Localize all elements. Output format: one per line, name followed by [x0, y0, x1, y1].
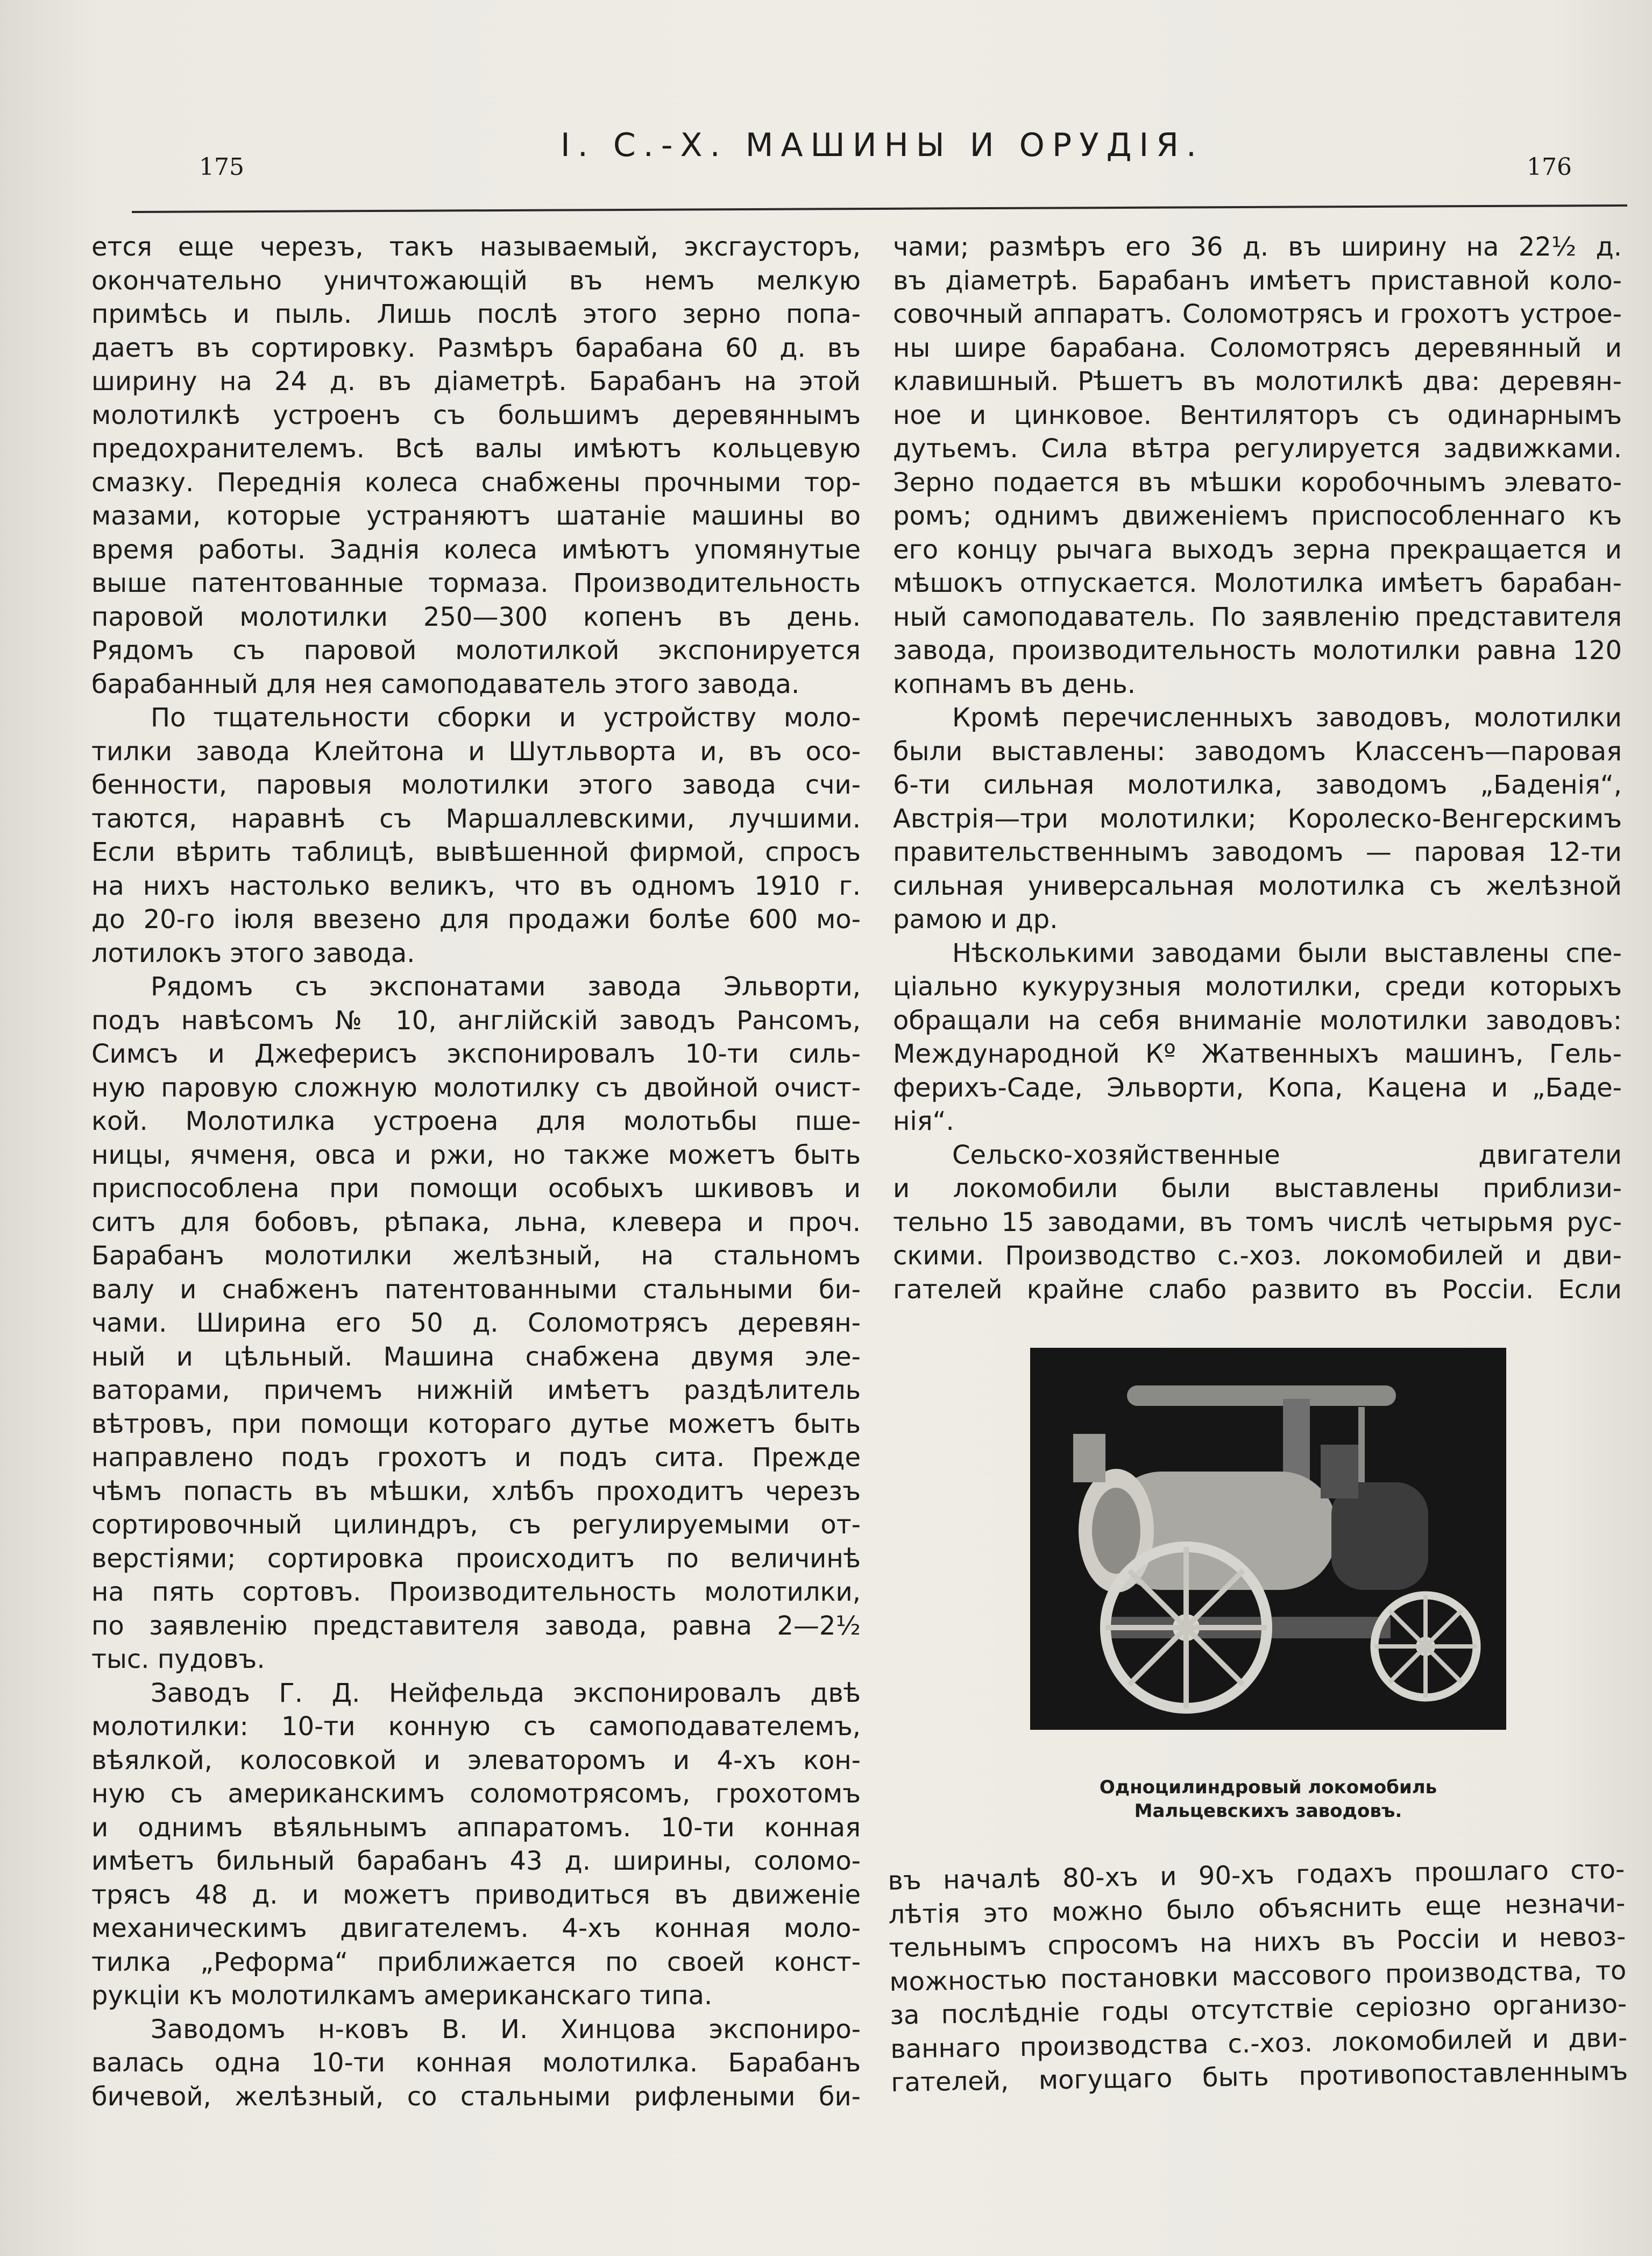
text-line: ется еще черезъ, такъ называемый, эксгаусторъ,	[91, 232, 861, 262]
text-line: подъ навѣсомъ № 10, англійскій заводъ Рансомъ,	[91, 1005, 861, 1036]
text-line: рукціи къ молотилкамъ американскаго типа.	[91, 1981, 713, 2011]
text-line: тилки завода Клейтона и Шутльворта и, въ осо-	[91, 736, 861, 767]
text-line: таются, наравнѣ съ Маршаллевскими, лучшими.	[91, 803, 861, 834]
text-line: 6-ти сильная молотилка, заводомъ „Баденія“,	[893, 770, 1622, 800]
text-line: тельно 15 заводами, въ томъ числѣ четырьмя рус-	[893, 1207, 1622, 1237]
locomobile-illustration	[1030, 1348, 1506, 1730]
text-line: бенности, паровыя молотилки этого завода счи-	[91, 770, 861, 800]
text-line: ваторами, причемъ нижній имѣетъ раздѣлитель	[91, 1375, 861, 1405]
text-line: ферихъ-Саде, Эльворти, Копа, Кацена и „Баде-	[893, 1072, 1622, 1103]
text-line: ваннаго производства с.-хоз. локомобилей и дви-	[890, 2022, 1628, 2064]
text-line: время работы. Заднія колеса имѣютъ упомянутые	[91, 534, 861, 565]
text-line: клавишный. Рѣшетъ въ молотилкѣ два: деревян-	[893, 366, 1622, 397]
text-line: Заводъ Г. Д. Нейфельда экспонировалъ двѣ	[151, 1678, 861, 1708]
text-line: нія“.	[893, 1106, 954, 1136]
text-line: Кромѣ перечисленныхъ заводовъ, молотилки	[952, 703, 1622, 733]
text-line: можностью постановки массового производства, то	[889, 1955, 1627, 1997]
text-line: въ началѣ 80-хъ и 90-хъ годахъ прошлаго сто-	[888, 1854, 1625, 1896]
text-line: гателей крайне слабо развито въ Россіи. Если	[893, 1274, 1622, 1305]
text-line: тельнымъ спросомъ на нихъ въ Россіи и невоз-	[889, 1921, 1626, 1963]
text-line: вѣялкой, колосовкой и элеваторомъ и 4-хъ кон-	[91, 1745, 861, 1776]
text-line: По тщательности сборки и устройству моло-	[151, 703, 861, 733]
text-line: до 20-го іюля ввезено для продажи болѣе 600 мо-	[91, 904, 861, 935]
text-line: на нихъ настолько великъ, что въ одномъ 1910 г.	[91, 871, 861, 901]
text-line: лѣтія это можно было объяснить еще незначи-	[888, 1887, 1626, 1930]
text-line: ное и цинковое. Вентиляторъ съ одинарнымъ	[893, 400, 1622, 430]
caption-line-2: Мальцевскихъ заводовъ.	[1134, 1800, 1402, 1822]
text-line: лотилокъ этого завода.	[91, 938, 415, 968]
text-line: механическимъ двигателемъ. 4-хъ конная моло-	[91, 1913, 861, 1943]
text-line: трясъ 48 д. и можетъ приводиться въ движеніе	[91, 1879, 861, 1910]
text-line: и локомобили были выставлены приблизи-	[893, 1173, 1622, 1204]
text-line: паровой молотилки 250—300 копенъ въ день.	[91, 602, 861, 632]
text-line: за послѣдніе годы отсутствіе серіозно организо-	[889, 1989, 1627, 2031]
text-line: Симсъ и Джеферисъ экспонировалъ 10-ти силь-	[91, 1039, 861, 1069]
text-line: выше патентованные тормаза. Производительность	[91, 568, 861, 598]
text-line: верстіями; сортировка происходитъ по величинѣ	[91, 1543, 861, 1574]
text-line: мѣшокъ отпускается. Молотилка имѣетъ барабан-	[893, 568, 1622, 598]
text-line: ситъ для бобовъ, рѣпака, льна, клевера и проч.	[91, 1207, 861, 1237]
caption-line-1: Одноцилиндровый локомобиль	[1099, 1777, 1437, 1798]
figure-caption	[990, 1776, 1547, 1823]
text-line: предохранителемъ. Всѣ валы имѣютъ кольцевую	[91, 434, 861, 464]
text-line: обращали на себя вниманіе молотилки заводовъ:	[893, 1005, 1622, 1036]
text-line: ную паровую сложную молотилку съ двойной очист-	[91, 1072, 861, 1103]
text-line: молотилкѣ устроенъ съ большимъ деревяннымъ	[91, 400, 861, 430]
text-line: Зерно подается въ мѣшки коробочнымъ элевато-	[893, 467, 1622, 498]
text-line: тыс. пудовъ.	[91, 1644, 265, 1674]
text-line: правительственнымъ заводомъ — паровая 12-ти	[893, 837, 1622, 867]
right-text-column-bottom	[888, 1852, 1628, 2099]
text-line: Австрія—три молотилки; Королеско-Венгерскимъ	[893, 803, 1622, 834]
text-line: чами. Ширина его 50 д. Соломотрясъ деревян-	[91, 1308, 861, 1338]
text-line: въ діаметрѣ. Барабанъ имѣетъ приставной коло-	[893, 265, 1622, 296]
text-line: чами; размѣръ его 36 д. въ ширину на 22½ д.	[893, 232, 1622, 262]
text-line: Барабанъ молотилки желѣзный, на стальномъ	[91, 1241, 861, 1271]
text-line: ціально кукурузныя молотилки, среди которыхъ	[893, 972, 1622, 1002]
text-line: ны шире барабана. Соломотрясъ деревянный и	[893, 333, 1622, 363]
text-line: даетъ въ сортировку. Размѣръ барабана 60 д. въ	[91, 333, 861, 363]
text-line: бичевой, желѣзный, со стальными рифлеными би-	[91, 2081, 861, 2112]
text-line: примѣсь и пыль. Лишь послѣ этого зерно попа-	[91, 299, 861, 329]
text-line: ромъ; однимъ движеніемъ приспособленнаго къ	[893, 501, 1622, 531]
text-line: мазами, которые устраняютъ шатаніе машины во	[91, 501, 861, 531]
text-line: смазку. Переднія колеса снабжены прочными тор-	[91, 467, 861, 498]
text-line: были выставлены: заводомъ Классенъ—паровая	[893, 736, 1622, 767]
text-line: вѣтровъ, при помощи котораго дутье можетъ быть	[91, 1409, 861, 1439]
text-line: сортировочный цилиндръ, съ регулируемыми от-	[91, 1510, 861, 1540]
text-line: Сельско-хозяйственные двигатели	[952, 1140, 1622, 1170]
text-line: Международной Кº Жатвенныхъ машинъ, Гель-	[893, 1039, 1622, 1069]
header-rule	[132, 204, 1627, 213]
right-text-column-top	[893, 230, 1622, 1306]
text-line: его концу рычага выходъ зерна прекращается и	[893, 534, 1622, 565]
page-number-right: 176	[1527, 153, 1572, 181]
text-line: направлено подъ грохотъ и подъ сита. Прежде	[91, 1442, 861, 1473]
text-line: валась одна 10-ти конная молотилка. Барабанъ	[91, 2048, 861, 2078]
text-line: дутьемъ. Сила вѣтра регулируется задвижками.	[893, 434, 1622, 464]
text-line: по заявленію представителя завода, равна 2—2½	[91, 1610, 861, 1641]
text-line: совочный аппаратъ. Соломотрясъ и грохотъ устрое-	[893, 299, 1622, 329]
text-line: тилка „Реформа“ приближается по своей конст-	[91, 1947, 861, 1977]
text-line: на пять сортовъ. Производительность молотилки,	[91, 1577, 861, 1607]
text-line: Если вѣрить таблицѣ, вывѣшенной фирмой, спросъ	[91, 837, 861, 867]
text-line: завода, производительность молотилки равна 120	[893, 635, 1622, 666]
text-line: барабанный для нея самоподаватель этого завода.	[91, 669, 800, 699]
text-line: гателей, могущаго быть противопоставленнымъ	[890, 2056, 1628, 2098]
text-line: приспособлена при помощи особыхъ шкивовъ и	[91, 1173, 861, 1204]
text-line: ную съ американскимъ соломотрясомъ, грохотомъ	[91, 1779, 861, 1809]
text-line: Рядомъ съ паровой молотилкой экспонируется	[91, 635, 861, 666]
text-line: имѣетъ бильный барабанъ 43 д. ширины, соломо-	[91, 1846, 861, 1876]
text-line: валу и снабженъ патентованными стальными би-	[91, 1274, 861, 1305]
text-line: рамою и др.	[893, 904, 1058, 935]
text-line: Заводомъ н-ковъ В. И. Хинцова экспониро-	[151, 2014, 861, 2045]
locomobile-photo	[1030, 1348, 1506, 1730]
text-line: ницы, ячменя, овса и ржи, но также можетъ быть	[91, 1140, 861, 1170]
text-line: ный и цѣльный. Машина снабжена двумя эле-	[91, 1341, 861, 1372]
text-line: ный самоподаватель. По заявленію представителя	[893, 602, 1622, 632]
text-line: и однимъ вѣяльнымъ аппаратомъ. 10-ти конная	[91, 1812, 861, 1843]
text-line: молотилки: 10-ти конную съ самоподавателемъ,	[91, 1712, 861, 1742]
text-line: скими. Производство с.-хоз. локомобилей и дви-	[893, 1241, 1622, 1271]
left-text-column	[91, 230, 861, 2113]
text-line: ширину на 24 д. въ діаметрѣ. Барабанъ на этой	[91, 366, 861, 397]
text-line: копнамъ въ день.	[893, 669, 1136, 699]
page-number-left: 175	[199, 153, 244, 181]
text-line: окончательно уничтожающій въ немъ мелкую	[91, 265, 861, 296]
running-head-title: I. С.-Х. МАШИНЫ И ОРУДІЯ.	[561, 126, 1204, 164]
text-line: сильная универсальная молотилка съ желѣзной	[893, 871, 1622, 901]
text-line: кой. Молотилка устроена для молотьбы пше-	[91, 1106, 861, 1136]
text-line: Нѣсколькими заводами были выставлены спе-	[952, 938, 1622, 968]
text-line: чѣмъ попасть въ мѣшки, хлѣбъ проходитъ черезъ	[91, 1476, 861, 1507]
text-line: Рядомъ съ экспонатами завода Эльворти,	[151, 972, 861, 1002]
